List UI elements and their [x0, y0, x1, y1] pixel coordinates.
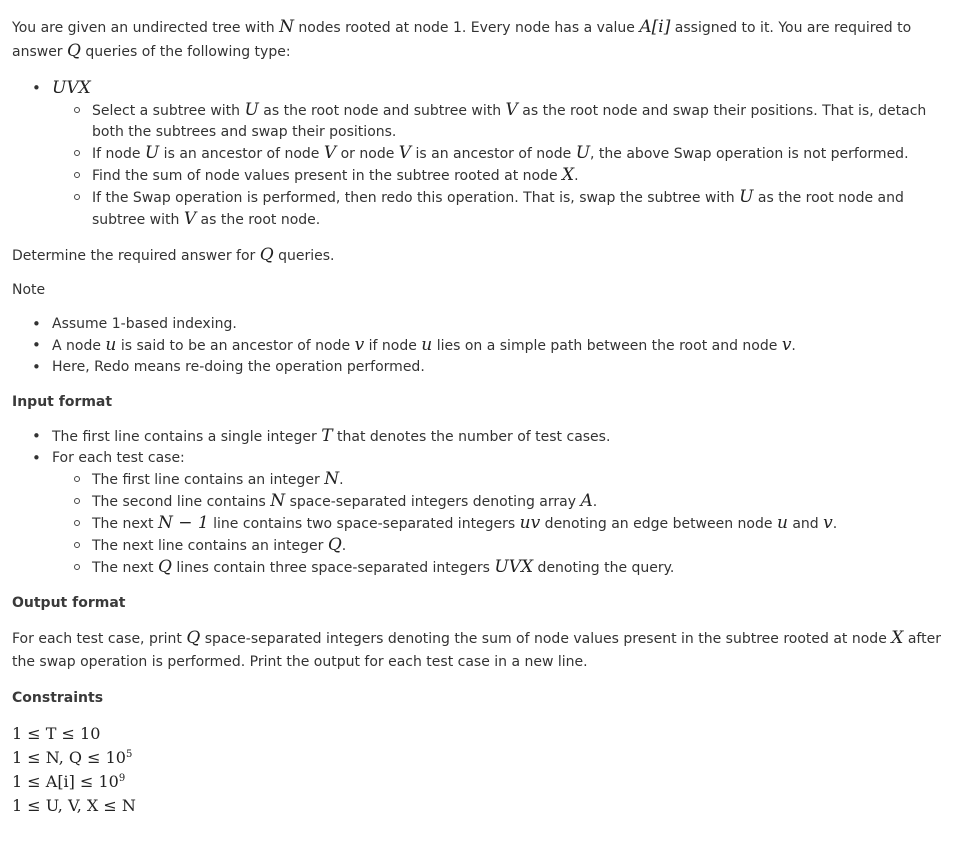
- text-span: denoting the query.: [533, 560, 675, 576]
- math-symbol: T: [321, 426, 333, 446]
- text-span: For each test case:: [52, 450, 185, 466]
- math-symbol: u: [421, 335, 433, 355]
- list-item: • Assume 1-based indexing.: [32, 314, 953, 335]
- math: Q: [67, 41, 81, 61]
- query-steps: [72, 100, 953, 231]
- text-span: denoting an edge between node: [540, 516, 777, 532]
- math-symbol: v: [823, 513, 833, 533]
- text-span: and: [787, 516, 824, 532]
- test-case-lines: [72, 469, 953, 579]
- text: You are given an undirected tree with: [12, 20, 280, 36]
- math-symbol: U: [739, 187, 754, 207]
- input-format-heading: Input format: [12, 394, 113, 410]
- text-span: Determine the required answer for: [12, 248, 260, 264]
- text-span: If node: [92, 146, 145, 162]
- math-symbol: Q: [259, 245, 274, 265]
- math-symbol: u: [105, 335, 117, 355]
- math-symbol: V: [323, 143, 337, 163]
- math-symbol: Q: [186, 628, 201, 648]
- list-item: [72, 557, 953, 579]
- text-span: after the swap operation is performed. Print the output for each test case in a new line.: [12, 631, 941, 670]
- math-symbol: U: [575, 143, 591, 163]
- math-symbol: U: [244, 100, 259, 120]
- text-span: The next line contains an integer: [92, 538, 328, 554]
- text-span: 5: [125, 749, 133, 760]
- constraint-line: [12, 746, 953, 770]
- constraint-line: 1 ≤ T ≤ 10: [12, 724, 101, 743]
- text-span: .: [791, 338, 796, 354]
- output-format-heading: Output format: [12, 595, 126, 611]
- text-span: line contains two space-separated integers: [208, 516, 520, 532]
- text-span: The first line contains an integer: [92, 472, 325, 488]
- text-span: space-separated integers denoting the sum of node values present in the subtree rooted at node: [200, 631, 892, 647]
- constraints-heading: Constraints: [12, 690, 104, 706]
- list-item: [72, 535, 953, 557]
- math-symbol: Q: [157, 557, 172, 577]
- math-symbol: N: [270, 491, 286, 511]
- math-symbol: N − 1: [157, 513, 209, 533]
- query-list: [32, 78, 953, 231]
- text-span: as the root node and subtree with: [92, 190, 904, 228]
- math-symbol: U: [144, 143, 160, 163]
- math-symbol: UVX: [494, 557, 534, 577]
- text-span: 1 ≤ N, Q ≤ 10: [12, 748, 126, 767]
- math-symbol: Q: [327, 535, 342, 555]
- text-span: as the root node.: [196, 212, 321, 228]
- math-symbol: V: [505, 100, 518, 120]
- text-span: The next: [92, 516, 158, 532]
- list-item: [72, 100, 953, 143]
- text-span: .: [832, 516, 838, 532]
- query-label: UVX: [52, 78, 91, 98]
- constraints-block: [12, 722, 953, 818]
- math-symbol: V: [183, 209, 197, 229]
- math-symbol: v: [781, 335, 792, 355]
- text-span: For each test case, print: [12, 631, 187, 647]
- list-item: [72, 143, 953, 165]
- list-item: • Here, Redo means re-doing the operation performed.: [32, 357, 953, 378]
- text-span: .: [341, 538, 347, 554]
- text-span: or node: [336, 146, 399, 162]
- text: queries of the following type:: [80, 44, 291, 60]
- text-span: , the above Swap operation is not performed.: [590, 146, 909, 162]
- list-item: [32, 448, 953, 579]
- text-span: Select a subtree with: [92, 103, 245, 119]
- note-list: [32, 314, 953, 378]
- text-span: if node: [364, 338, 422, 354]
- math-symbol: uv: [519, 513, 541, 533]
- input-format-list: [32, 426, 953, 579]
- list-item: [72, 513, 953, 535]
- list-item: [72, 187, 953, 231]
- text-span: as the root node and swap their positions. That is, detach both the subtrees and swap their positions.: [92, 103, 927, 140]
- list-item: [72, 165, 953, 187]
- text-span: The second line contains: [92, 494, 271, 510]
- note-heading: Note: [12, 282, 46, 298]
- list-item: [32, 78, 953, 231]
- text-span: .: [592, 494, 598, 510]
- math-symbol: X: [891, 628, 904, 648]
- math: N: [279, 17, 294, 37]
- text-span: lies on a simple path between the root and node: [432, 338, 782, 354]
- math-symbol: V: [398, 143, 412, 163]
- text-span: .: [339, 472, 344, 488]
- math-symbol: u: [776, 513, 788, 533]
- math-symbol: v: [354, 335, 365, 355]
- constraint-line: [12, 770, 953, 794]
- list-item: [72, 469, 953, 491]
- math-symbol: N: [324, 469, 340, 489]
- math: A[i]: [639, 17, 671, 37]
- text: nodes rooted at node 1. Every node has a value: [293, 20, 640, 36]
- text-span: The next: [92, 560, 158, 576]
- math-symbol: A: [580, 491, 593, 511]
- list-item: [72, 491, 953, 513]
- text-span: If the Swap operation is performed, then redo this operation. That is, swap the subtree with: [92, 190, 740, 206]
- text-span: is an ancestor of node: [411, 146, 576, 162]
- text-span: is said to be an ancestor of node: [116, 338, 355, 354]
- text-span: A node: [52, 338, 106, 354]
- text-span: 1 ≤ A[i] ≤ 10: [12, 772, 119, 791]
- text-span: 9: [118, 773, 126, 784]
- determine-paragraph: [12, 245, 953, 266]
- math-symbol: X: [562, 165, 575, 185]
- intro-paragraph: [12, 16, 953, 64]
- text-span: Find the sum of node values present in the subtree rooted at node: [92, 168, 563, 184]
- text-span: is an ancestor of node: [159, 146, 324, 162]
- text-span: .: [574, 168, 579, 184]
- output-format-paragraph: [12, 627, 953, 674]
- text: assigned to it. You are required to answer: [12, 20, 912, 60]
- text-span: that denotes the number of test cases.: [332, 429, 611, 445]
- list-item: [32, 426, 953, 448]
- list-item: [32, 335, 953, 357]
- text-span: as the root node and subtree with: [258, 103, 506, 119]
- text-span: The first line contains a single integer: [52, 429, 322, 445]
- constraint-line: 1 ≤ U, V, X ≤ N: [12, 796, 136, 815]
- text-span: queries.: [273, 248, 335, 264]
- text-span: lines contain three space-separated integers: [171, 560, 495, 576]
- text-span: space-separated integers denoting array: [285, 494, 581, 510]
